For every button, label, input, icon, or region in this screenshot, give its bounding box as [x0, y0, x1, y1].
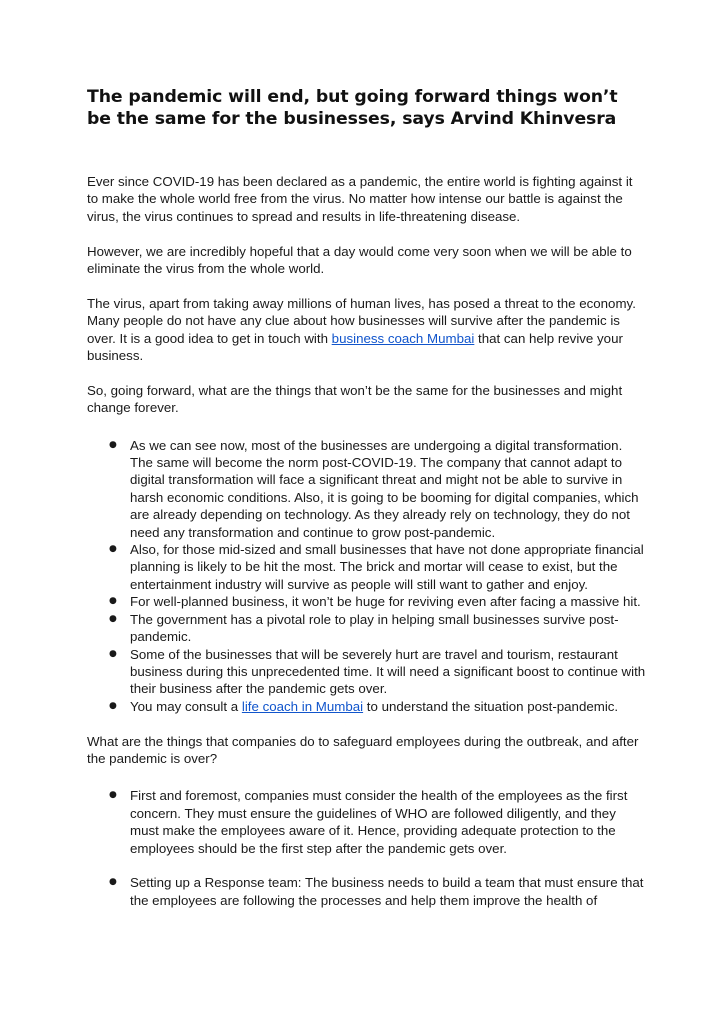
bullet-icon: ● — [109, 877, 117, 888]
article-title: The pandemic will end, but going forward things won’t be the same for the businesses, says Arvind Khinvesra — [87, 87, 618, 129]
list-item — [87, 874, 647, 909]
list-item-text: Setting up a Response team: The business needs to build a team that must ensure that the employees are following the processes and help them improve the health of — [130, 875, 644, 908]
list-item-text: The government has a pivotal role to play in helping small businesses survive post-pandemic. — [130, 611, 619, 645]
list-item — [87, 593, 647, 610]
list-item-text: Also, for those mid-sized and small businesses that have not done appropriate financial planning is likely to be hit the most. The brick and mortar will cease to exist, but the entertainment industry will survive as people will still want to gather and enjoy. — [130, 542, 644, 592]
list-item — [87, 541, 647, 593]
list-item — [87, 698, 647, 715]
bullet-icon: ● — [109, 700, 117, 711]
list-item — [87, 787, 647, 857]
list-item-text: As we can see now, most of the businesses are undergoing a digital transformation. The same will become the norm post-COVID-19. The company that cannot adapt to digital transformation will face a significant threat and might not be able to survive in harsh economic conditions. Also, it is going to be booming for digital companies, which are already depending on technology. As they already rely on technology, they do not need any transformation and continue to grow post-pandemic. — [130, 437, 639, 540]
life-coach-link[interactable]: life coach in Mumbai — [241, 698, 364, 714]
list-item — [87, 611, 647, 646]
safeguard-list — [87, 787, 647, 909]
list-item-text-2: to understand the situation post-pandemic. — [363, 698, 619, 714]
document-body — [87, 86, 647, 909]
bullet-icon: ● — [109, 544, 117, 555]
list-item — [87, 646, 647, 698]
bullet-icon: ● — [109, 596, 117, 607]
list-item — [87, 437, 647, 541]
list-item-text: For well-planned business, it won’t be huge for reviving even after facing a massive hit. — [130, 594, 641, 610]
bullet-icon: ● — [109, 790, 117, 801]
list-item-text: First and foremost, companies must consider the health of the employees as the first concern. They must ensure the guidelines of WHO are followed diligently, and they must make the employees aware of it. Hence, providing adequate protection to the employees should be the first step after the pandemic gets over. — [130, 788, 628, 856]
bullet-icon: ● — [109, 439, 117, 450]
paragraph-hope: However, we are incredibly hopeful that a day would come very soon when we will be able to eliminate the virus from the whole world. — [87, 243, 632, 277]
bullet-icon: ● — [109, 613, 117, 624]
paragraph-going-forward: So, going forward, what are the things that won’t be the same for the businesses and might change forever. — [87, 382, 623, 416]
paragraph-economy-text-1: The virus, apart from taking away millions of human lives, has posed a threat to the economy. Many people do not have any clue about how businesses will survive after the pandemic is over. It is a good idea to get in touch with — [87, 295, 636, 346]
bullet-icon: ● — [109, 648, 117, 659]
paragraph-economy-text-2: that can help revive your business. — [87, 330, 623, 364]
paragraph-intro: Ever since COVID-19 has been declared as a pandemic, the entire world is fighting against it to make the whole world free from the virus. No matter how intense our battle is against the virus, the virus continues to spread and results in life-threatening disease. — [87, 174, 633, 224]
list-item-text-1: You may consult a — [130, 698, 242, 714]
business-coach-link[interactable]: business coach Mumbai — [331, 330, 475, 346]
paragraph-economy — [87, 295, 647, 365]
changes-list — [87, 437, 647, 716]
paragraph-safeguard-question: What are the things that companies do to safeguard employees during the outbreak, and after the pandemic is over? — [87, 733, 639, 766]
list-item-text: Some of the businesses that will be severely hurt are travel and tourism, restaurant business during this unprecedented time. It will need a significant boost to continue with their business after the pandemic gets over. — [130, 646, 646, 697]
